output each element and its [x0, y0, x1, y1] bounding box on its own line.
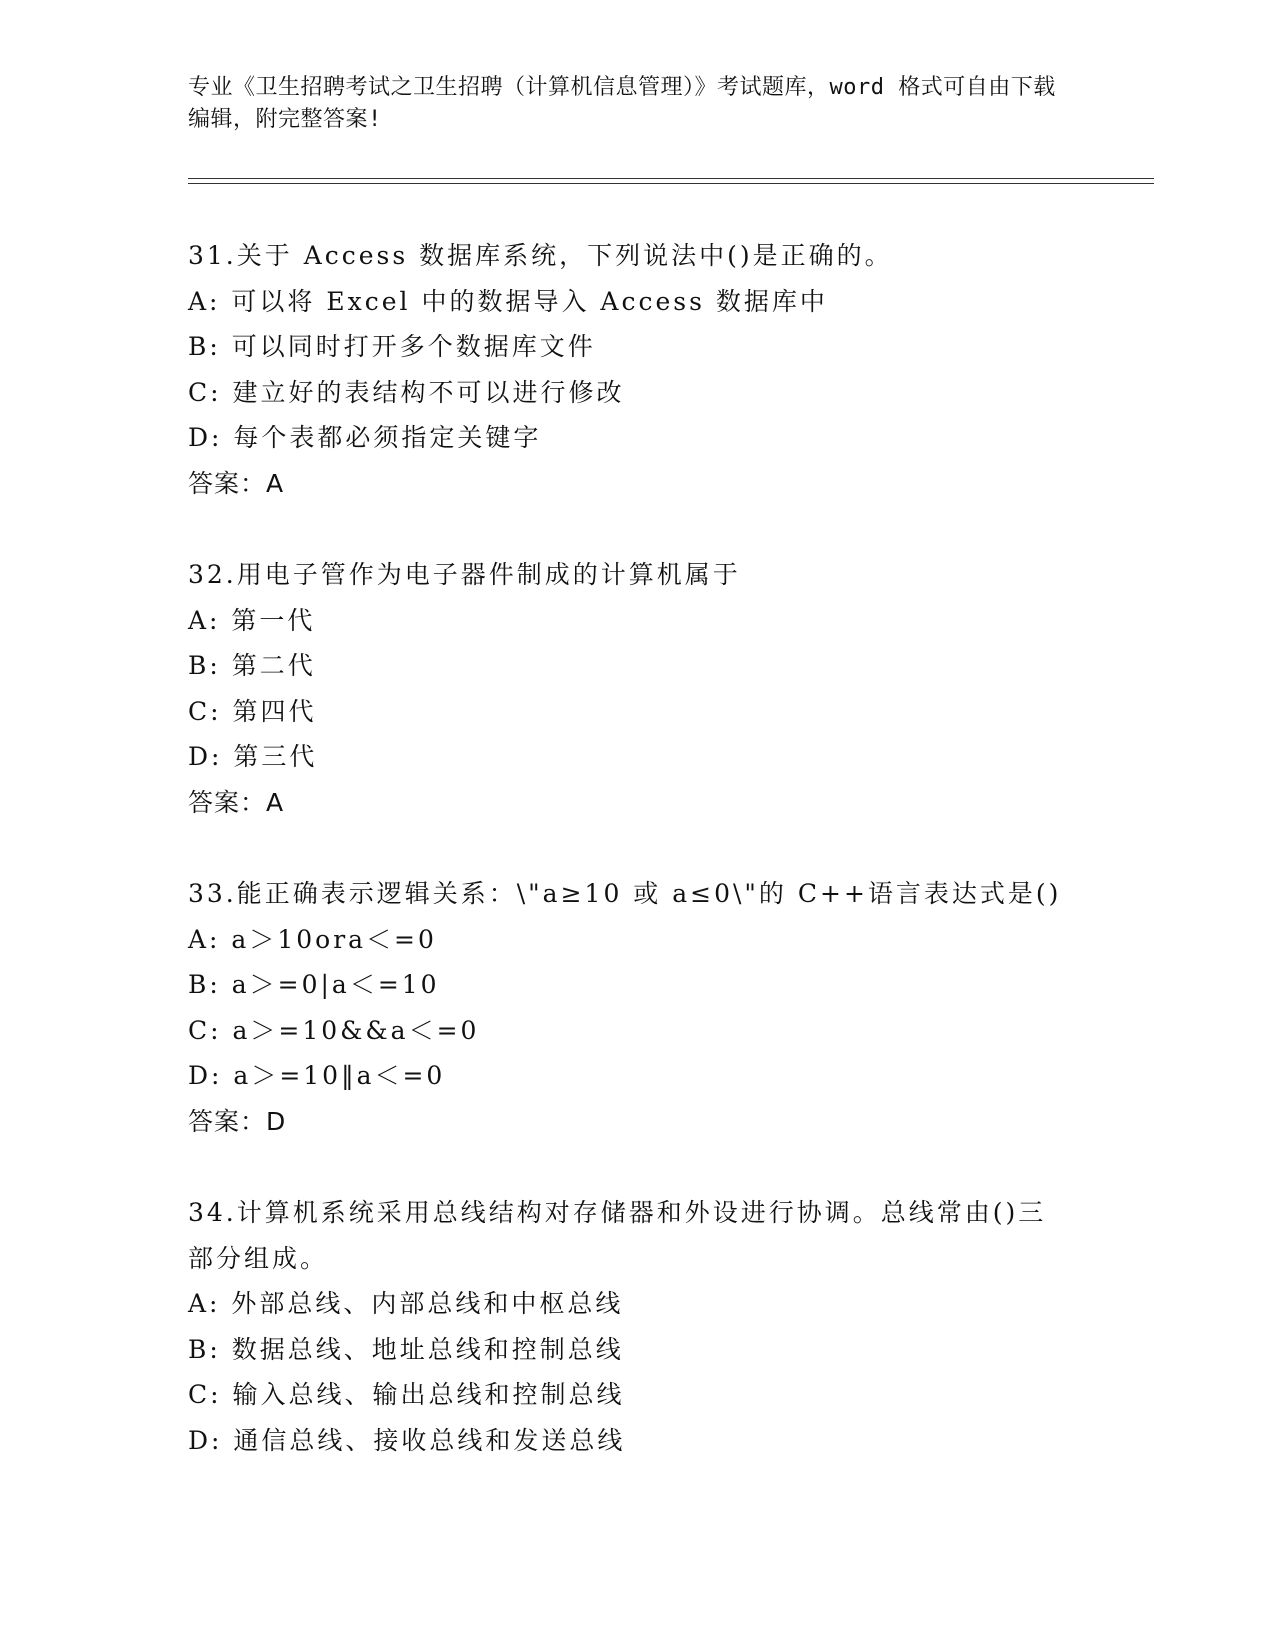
question-stem: 33.能正确表示逻辑关系：\"a≥10 或 a≤0\"的 C++语言表达式是() — [188, 879, 1062, 908]
document-header: 专业《卫生招聘考试之卫生招聘（计算机信息管理）》考试题库，word 格式可自由下载编辑，附完整答案! — [188, 75, 1056, 132]
option-c: C: 输入总线、输出总线和控制总线 — [188, 1380, 625, 1409]
question-34 — [188, 1190, 1088, 1463]
option-b: B: a＞=0|a＜=10 — [188, 970, 440, 999]
question-32 — [188, 552, 1088, 825]
option-c: C: 建立好的表结构不可以进行修改 — [188, 377, 625, 407]
question-stem: 32.用电子管作为电子器件制成的计算机属于 — [188, 560, 741, 589]
option-d: D: a＞=10‖a＜=0 — [188, 1061, 446, 1090]
question-stem: 31.关于 Access 数据库系统，下列说法中()是正确的。 — [188, 241, 893, 270]
option-a: A: 第一代 — [188, 605, 316, 635]
answer-line: 答案：D — [188, 1106, 287, 1136]
option-b: B: 第二代 — [188, 651, 316, 680]
option-c: C: 第四代 — [188, 696, 317, 726]
option-c: C: a＞=10&&a＜=0 — [188, 1015, 480, 1045]
question-33 — [188, 871, 1088, 1144]
option-d: D: 每个表都必须指定关键字 — [188, 423, 542, 452]
option-b: B: 可以同时打开多个数据库文件 — [188, 332, 596, 361]
option-a: A: 外部总线、内部总线和中枢总线 — [188, 1289, 624, 1318]
option-a: A: a＞10ora＜=0 — [188, 924, 437, 954]
option-d: D: 第三代 — [188, 742, 318, 771]
header-divider-bottom — [188, 183, 1154, 184]
option-d: D: 通信总线、接收总线和发送总线 — [188, 1425, 626, 1455]
header-divider-top — [188, 178, 1154, 179]
question-stem: 34.计算机系统采用总线结构对存储器和外设进行协调。总线常由()三部分组成。 — [188, 1198, 1047, 1273]
answer-line: 答案：A — [188, 468, 285, 498]
question-31 — [188, 233, 1088, 506]
option-b: B: 数据总线、地址总线和控制总线 — [188, 1334, 624, 1364]
answer-line: 答案：A — [188, 787, 285, 817]
option-a: A: 可以将 Excel 中的数据导入 Access 数据库中 — [188, 286, 828, 316]
